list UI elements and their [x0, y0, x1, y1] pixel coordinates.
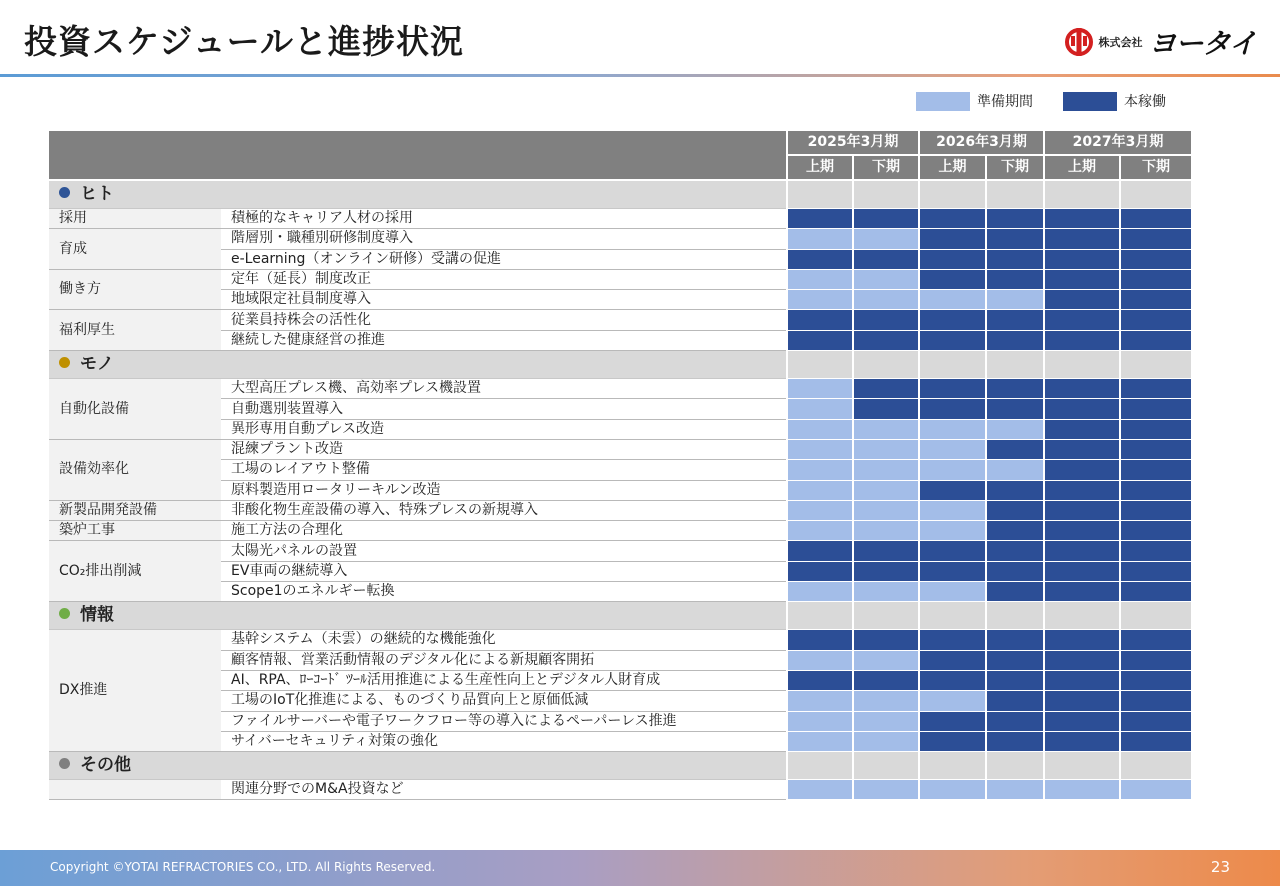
section-row	[49, 351, 1191, 379]
table-row	[49, 269, 1191, 289]
gantt-cell-operation	[1044, 691, 1120, 711]
section-fill	[853, 351, 919, 379]
item-cell: 定年（延長）制度改正	[221, 269, 787, 289]
gantt-cell-preparation	[853, 290, 919, 310]
table-row	[49, 541, 1191, 561]
category-cell: CO₂排出削減	[49, 541, 221, 602]
gantt-cell-preparation	[853, 521, 919, 541]
header-year: 2026年3月期	[919, 131, 1044, 155]
gantt-cell-operation	[1044, 582, 1120, 602]
gantt-cell-preparation	[853, 500, 919, 520]
gantt-cell-operation	[1044, 480, 1120, 500]
company-name: ヨータイ	[1148, 27, 1256, 60]
item-cell: AI、RPA、ﾛｰｺｰﾄﾞ ﾂｰﾙ活用推進による生産性向上とデジタル人財育成	[221, 670, 787, 690]
section-fill	[919, 351, 986, 379]
gantt-cell-operation	[919, 731, 986, 751]
gantt-cell-operation	[1120, 330, 1191, 350]
gantt-cell-operation	[1120, 209, 1191, 229]
gantt-cell-operation	[853, 330, 919, 350]
gantt-cell-operation	[1044, 521, 1120, 541]
item-cell: 工場のIoT化推進による、ものづくり品質向上と原価低減	[221, 691, 787, 711]
section-fill	[1044, 752, 1120, 780]
table-row	[49, 711, 1191, 731]
gantt-cell-preparation	[787, 500, 853, 520]
gantt-cell-preparation	[787, 419, 853, 439]
section-fill	[787, 602, 853, 630]
gantt-cell-preparation	[787, 650, 853, 670]
section-title: モノ	[80, 354, 114, 375]
gantt-cell-preparation	[787, 290, 853, 310]
section-fill	[1120, 602, 1191, 630]
table-row	[49, 460, 1191, 480]
header-half: 上期	[1044, 155, 1120, 180]
gantt-cell-operation	[986, 691, 1044, 711]
legend-swatch-prep	[916, 92, 970, 111]
gantt-cell-operation	[919, 249, 986, 269]
section-bullet-icon	[59, 758, 70, 769]
category-cell: 採用	[49, 209, 221, 229]
gantt-cell-operation	[919, 480, 986, 500]
gantt-cell-operation	[919, 209, 986, 229]
item-cell: 非酸化物生産設備の導入、特殊プレスの新規導入	[221, 500, 787, 520]
section-bullet-icon	[59, 187, 70, 198]
header-half: 上期	[919, 155, 986, 180]
gantt-cell-operation	[1120, 711, 1191, 731]
item-cell: EV車両の継続導入	[221, 561, 787, 581]
gantt-cell-preparation	[919, 500, 986, 520]
table-row	[49, 379, 1191, 399]
gantt-cell-operation	[1120, 650, 1191, 670]
item-cell: 施工方法の合理化	[221, 521, 787, 541]
gantt-cell-preparation	[853, 269, 919, 289]
gantt-cell-preparation	[787, 582, 853, 602]
header-half: 下期	[986, 155, 1044, 180]
gantt-cell-operation	[787, 209, 853, 229]
section-fill	[919, 180, 986, 209]
gantt-cell-preparation	[919, 460, 986, 480]
item-cell: 基幹システム（未雲）の継続的な機能強化	[221, 630, 787, 650]
table-row	[49, 290, 1191, 310]
category-cell: 新製品開発設備	[49, 500, 221, 520]
gantt-cell-preparation	[787, 229, 853, 249]
gantt-cell-operation	[986, 582, 1044, 602]
gantt-cell-operation	[1120, 541, 1191, 561]
table-header-years	[49, 131, 1191, 155]
legend-label-prep: 準備期間	[977, 94, 1033, 110]
table-row	[49, 731, 1191, 751]
gantt-cell-operation	[986, 399, 1044, 419]
item-cell: 関連分野でのM&A投資など	[221, 780, 787, 800]
table-row	[49, 249, 1191, 269]
gantt-cell-preparation	[919, 582, 986, 602]
gantt-cell-operation	[986, 630, 1044, 650]
gantt-cell-preparation	[919, 439, 986, 459]
gantt-cell-operation	[1120, 691, 1191, 711]
section-title: ヒト	[80, 184, 114, 204]
legend-swatch-oper	[1063, 92, 1117, 111]
gantt-cell-operation	[853, 399, 919, 419]
gantt-cell-preparation	[787, 399, 853, 419]
gantt-cell-operation	[1044, 731, 1120, 751]
gantt-cell-operation	[853, 541, 919, 561]
category-cell: 築炉工事	[49, 521, 221, 541]
gantt-cell-operation	[1120, 439, 1191, 459]
gantt-cell-operation	[1044, 670, 1120, 690]
section-row	[49, 180, 1191, 209]
gantt-cell-operation	[919, 670, 986, 690]
table-row	[49, 310, 1191, 330]
category-cell: 設備効率化	[49, 439, 221, 500]
section-fill	[853, 602, 919, 630]
item-cell: 自動選別装置導入	[221, 399, 787, 419]
gantt-cell-operation	[1044, 290, 1120, 310]
gantt-cell-operation	[787, 561, 853, 581]
table-row	[49, 630, 1191, 650]
gantt-cell-preparation	[919, 290, 986, 310]
gantt-cell-preparation	[787, 731, 853, 751]
header-year: 2025年3月期	[787, 131, 919, 155]
category-cell: DX推進	[49, 630, 221, 752]
gantt-cell-preparation	[853, 731, 919, 751]
table-row	[49, 439, 1191, 459]
header-half: 下期	[1120, 155, 1191, 180]
gantt-cell-operation	[1120, 500, 1191, 520]
gantt-cell-operation	[1044, 419, 1120, 439]
gantt-cell-preparation	[787, 379, 853, 399]
header-half: 上期	[787, 155, 853, 180]
schedule-body	[49, 180, 1191, 800]
gantt-cell-operation	[919, 561, 986, 581]
gantt-cell-operation	[986, 650, 1044, 670]
section-heading	[49, 180, 221, 209]
item-cell: ファイルサーバーや電子ワークフロー等の導入によるペーパーレス推進	[221, 711, 787, 731]
gantt-cell-preparation	[853, 480, 919, 500]
gantt-cell-operation	[986, 269, 1044, 289]
item-cell: 従業員持株会の活性化	[221, 310, 787, 330]
gantt-cell-preparation	[787, 691, 853, 711]
gantt-cell-operation	[986, 711, 1044, 731]
gantt-cell-operation	[853, 209, 919, 229]
item-cell: 太陽光パネルの設置	[221, 541, 787, 561]
legend-label-oper: 本稼働	[1124, 94, 1166, 110]
item-cell: 階層別・職種別研修制度導入	[221, 229, 787, 249]
table-row	[49, 691, 1191, 711]
page-title: 投資スケジュールと進捗状況	[24, 22, 465, 61]
gantt-cell-operation	[1044, 269, 1120, 289]
gantt-cell-operation	[919, 379, 986, 399]
gantt-cell-operation	[1120, 229, 1191, 249]
gantt-cell-operation	[1120, 399, 1191, 419]
section-fill	[221, 180, 787, 209]
gantt-cell-preparation	[919, 419, 986, 439]
category-cell: 自動化設備	[49, 379, 221, 440]
gantt-cell-operation	[1120, 419, 1191, 439]
gantt-cell-operation	[787, 670, 853, 690]
gantt-cell-preparation	[853, 780, 919, 800]
schedule-table	[49, 131, 1191, 800]
gantt-cell-operation	[1120, 731, 1191, 751]
gantt-cell-preparation	[787, 711, 853, 731]
gantt-cell-operation	[1120, 290, 1191, 310]
table-row	[49, 330, 1191, 350]
gantt-cell-operation	[853, 630, 919, 650]
gantt-cell-operation	[986, 731, 1044, 751]
gantt-cell-operation	[986, 249, 1044, 269]
footer-copyright: Copyright ©YOTAI REFRACTORIES CO., LTD. All Rights Reserved.	[50, 860, 436, 874]
table-row	[49, 500, 1191, 520]
category-cell: 育成	[49, 229, 221, 270]
section-row	[49, 602, 1191, 630]
item-cell: 継続した健康経営の推進	[221, 330, 787, 350]
gantt-cell-operation	[986, 480, 1044, 500]
gantt-cell-operation	[986, 541, 1044, 561]
table-row	[49, 399, 1191, 419]
item-cell: 異形専用自動プレス改造	[221, 419, 787, 439]
table-row	[49, 419, 1191, 439]
gantt-cell-operation	[1044, 541, 1120, 561]
gantt-cell-operation	[1044, 630, 1120, 650]
item-cell: e-Learning（オンライン研修）受講の促進	[221, 249, 787, 269]
footer	[0, 850, 1280, 886]
gantt-cell-operation	[1044, 650, 1120, 670]
gantt-cell-preparation	[853, 439, 919, 459]
category-cell	[49, 780, 221, 800]
gantt-cell-operation	[919, 310, 986, 330]
gantt-cell-operation	[853, 670, 919, 690]
gantt-cell-operation	[1044, 310, 1120, 330]
company-logo-icon	[1065, 26, 1093, 58]
table-row	[49, 670, 1191, 690]
gantt-cell-preparation	[1120, 780, 1191, 800]
gantt-cell-operation	[986, 330, 1044, 350]
gantt-cell-operation	[986, 379, 1044, 399]
gantt-cell-operation	[986, 310, 1044, 330]
item-cell: 工場のレイアウト整備	[221, 460, 787, 480]
table-row	[49, 480, 1191, 500]
header-year: 2027年3月期	[1044, 131, 1191, 155]
section-bullet-icon	[59, 357, 70, 368]
table-row	[49, 582, 1191, 602]
gantt-cell-operation	[1044, 379, 1120, 399]
section-fill	[221, 602, 787, 630]
gantt-cell-operation	[986, 670, 1044, 690]
gantt-cell-preparation	[787, 460, 853, 480]
gantt-cell-operation	[1044, 330, 1120, 350]
gantt-cell-operation	[1120, 379, 1191, 399]
gantt-cell-preparation	[787, 521, 853, 541]
gantt-cell-operation	[1044, 460, 1120, 480]
gantt-cell-operation	[1044, 439, 1120, 459]
gantt-cell-operation	[1120, 521, 1191, 541]
section-heading	[49, 351, 221, 379]
gantt-cell-preparation	[853, 650, 919, 670]
table-row	[49, 209, 1191, 229]
gantt-cell-operation	[1120, 630, 1191, 650]
gantt-cell-operation	[853, 249, 919, 269]
gantt-cell-preparation	[853, 691, 919, 711]
gantt-cell-preparation	[787, 439, 853, 459]
item-cell: サイバーセキュリティ対策の強化	[221, 731, 787, 751]
gantt-cell-operation	[853, 310, 919, 330]
gantt-cell-preparation	[1044, 780, 1120, 800]
gantt-cell-operation	[1120, 582, 1191, 602]
gantt-cell-operation	[853, 379, 919, 399]
gantt-cell-operation	[1044, 209, 1120, 229]
item-cell: 顧客情報、営業活動情報のデジタル化による新規顧客開拓	[221, 650, 787, 670]
section-fill	[1120, 752, 1191, 780]
section-fill	[1044, 351, 1120, 379]
section-heading	[49, 752, 221, 780]
gantt-cell-operation	[919, 330, 986, 350]
header-half: 下期	[853, 155, 919, 180]
gantt-cell-operation	[1044, 249, 1120, 269]
item-cell: 大型高圧プレス機、高効率プレス機設置	[221, 379, 787, 399]
gantt-cell-preparation	[787, 780, 853, 800]
title-divider	[0, 74, 1280, 77]
section-fill	[221, 351, 787, 379]
gantt-cell-operation	[787, 330, 853, 350]
gantt-cell-operation	[787, 630, 853, 650]
gantt-cell-preparation	[853, 419, 919, 439]
section-fill	[986, 351, 1044, 379]
gantt-cell-operation	[919, 541, 986, 561]
section-title: その他	[80, 755, 131, 776]
gantt-cell-operation	[1044, 561, 1120, 581]
section-fill	[787, 752, 853, 780]
gantt-cell-operation	[787, 249, 853, 269]
page-number: 23	[1210, 858, 1230, 876]
gantt-cell-operation	[1120, 561, 1191, 581]
gantt-cell-operation	[919, 269, 986, 289]
gantt-cell-preparation	[853, 460, 919, 480]
gantt-cell-preparation	[919, 780, 986, 800]
table-row	[49, 521, 1191, 541]
section-fill	[919, 602, 986, 630]
section-fill	[1120, 351, 1191, 379]
gantt-cell-operation	[919, 630, 986, 650]
gantt-cell-operation	[919, 711, 986, 731]
gantt-cell-preparation	[986, 460, 1044, 480]
gantt-cell-operation	[986, 521, 1044, 541]
gantt-cell-operation	[1120, 310, 1191, 330]
item-cell: 地域限定社員制度導入	[221, 290, 787, 310]
section-fill	[986, 752, 1044, 780]
gantt-cell-operation	[853, 561, 919, 581]
table-row	[49, 229, 1191, 249]
section-fill	[853, 752, 919, 780]
gantt-cell-operation	[986, 229, 1044, 249]
section-fill	[853, 180, 919, 209]
gantt-cell-preparation	[986, 290, 1044, 310]
gantt-cell-operation	[1044, 399, 1120, 419]
section-fill	[1044, 602, 1120, 630]
gantt-cell-operation	[986, 561, 1044, 581]
section-bullet-icon	[59, 608, 70, 619]
category-cell: 福利厚生	[49, 310, 221, 351]
gantt-cell-preparation	[986, 780, 1044, 800]
gantt-cell-operation	[787, 541, 853, 561]
section-fill	[1044, 180, 1120, 209]
section-heading	[49, 602, 221, 630]
gantt-cell-operation	[1120, 670, 1191, 690]
gantt-cell-preparation	[919, 521, 986, 541]
table-row	[49, 561, 1191, 581]
gantt-cell-preparation	[986, 419, 1044, 439]
section-row	[49, 752, 1191, 780]
gantt-cell-operation	[919, 650, 986, 670]
gantt-cell-preparation	[853, 711, 919, 731]
section-fill	[1120, 180, 1191, 209]
gantt-cell-preparation	[853, 582, 919, 602]
item-cell: 混練プラント改造	[221, 439, 787, 459]
gantt-cell-preparation	[787, 480, 853, 500]
gantt-cell-operation	[1120, 460, 1191, 480]
item-cell: 積極的なキャリア人材の採用	[221, 209, 787, 229]
table-row	[49, 780, 1191, 800]
item-cell: 原料製造用ロータリーキルン改造	[221, 480, 787, 500]
gantt-cell-preparation	[919, 691, 986, 711]
section-title: 情報	[80, 605, 114, 626]
gantt-cell-operation	[1120, 249, 1191, 269]
gantt-cell-operation	[919, 229, 986, 249]
company-label: 株式会社	[1098, 36, 1143, 49]
section-fill	[919, 752, 986, 780]
section-fill	[986, 180, 1044, 209]
section-fill	[986, 602, 1044, 630]
legend	[916, 91, 1196, 111]
table-row	[49, 650, 1191, 670]
section-fill	[787, 351, 853, 379]
gantt-cell-operation	[1120, 269, 1191, 289]
section-fill	[787, 180, 853, 209]
gantt-cell-operation	[1044, 500, 1120, 520]
gantt-cell-operation	[919, 399, 986, 419]
gantt-cell-operation	[986, 439, 1044, 459]
category-cell: 働き方	[49, 269, 221, 310]
section-fill	[221, 752, 787, 780]
gantt-cell-operation	[986, 209, 1044, 229]
gantt-cell-preparation	[787, 269, 853, 289]
gantt-cell-operation	[986, 500, 1044, 520]
gantt-cell-operation	[1044, 711, 1120, 731]
gantt-cell-operation	[1120, 480, 1191, 500]
gantt-cell-preparation	[853, 229, 919, 249]
header-blank	[49, 131, 787, 180]
gantt-cell-operation	[1044, 229, 1120, 249]
item-cell: Scope1のエネルギー転換	[221, 582, 787, 602]
company-logo	[1065, 22, 1256, 62]
gantt-cell-operation	[787, 310, 853, 330]
